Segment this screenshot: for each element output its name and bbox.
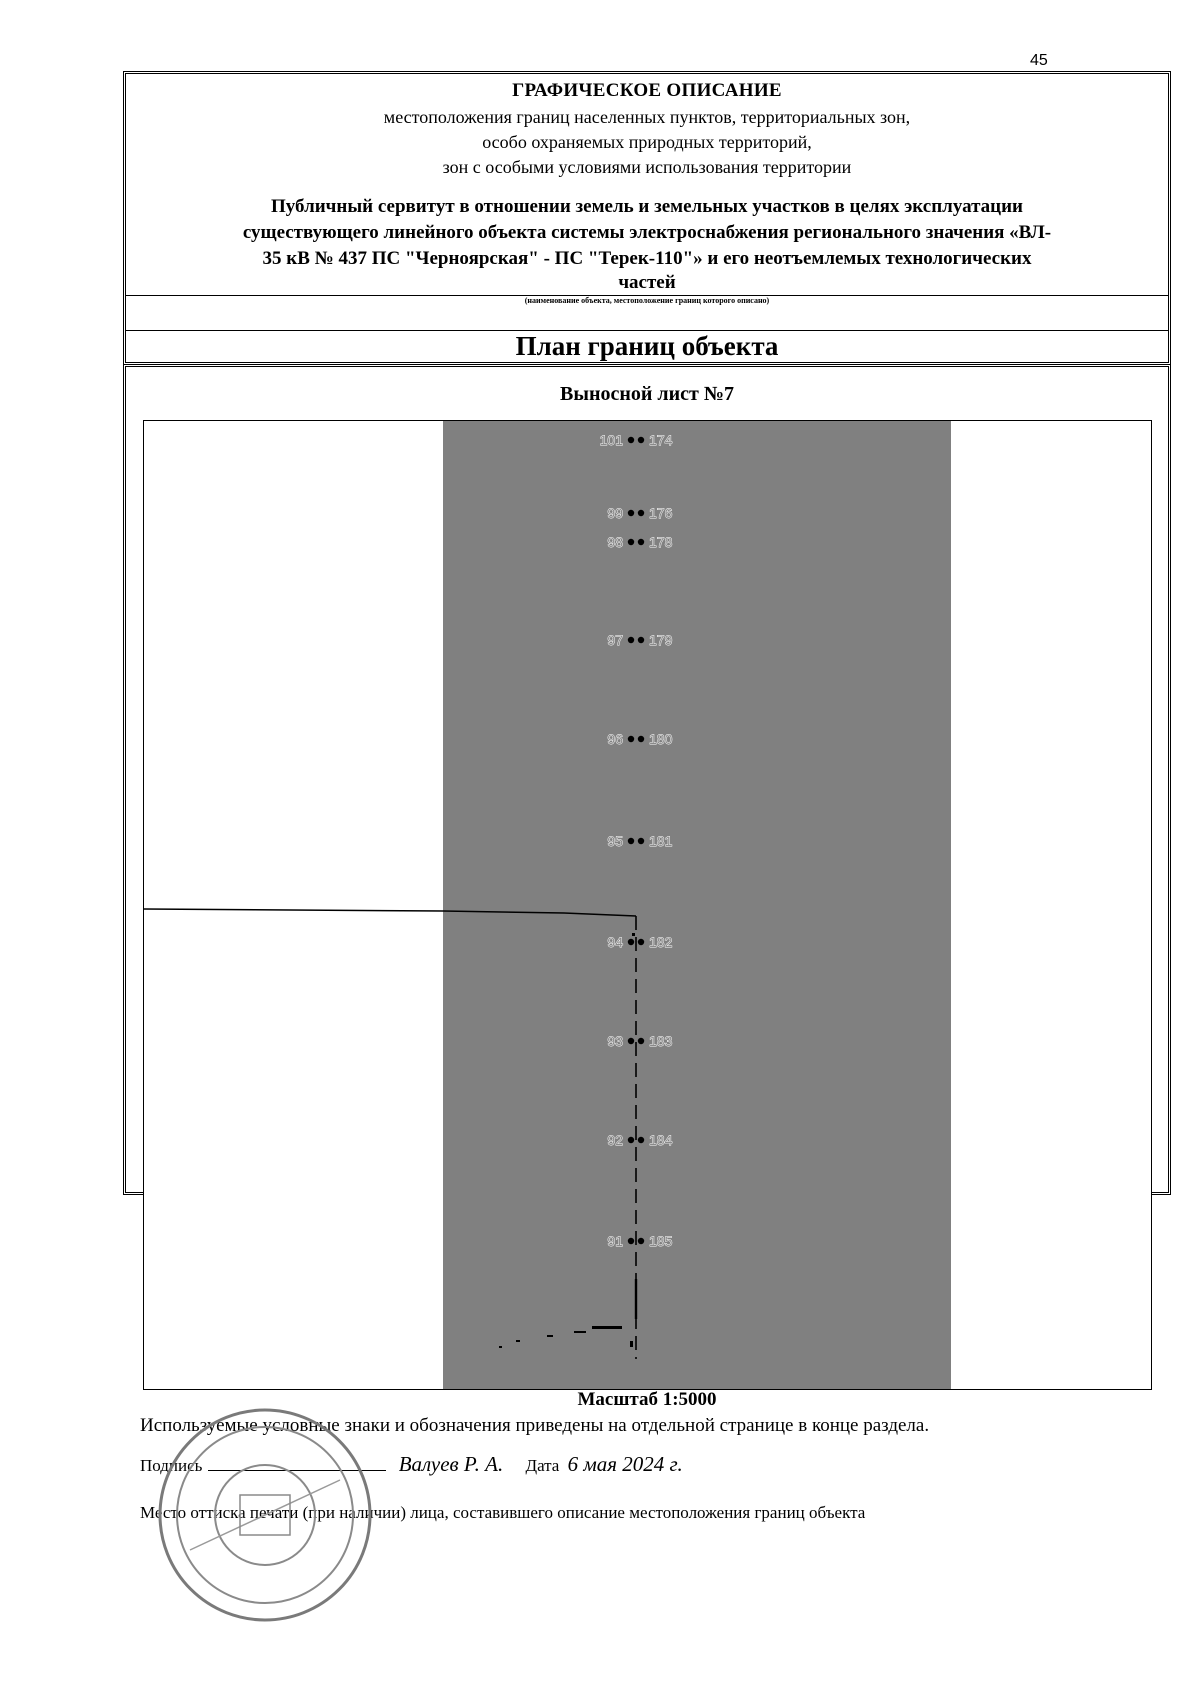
map-area — [143, 420, 1152, 1390]
boundary-point-marker — [628, 510, 634, 516]
boundary-point-label: 92 — [607, 1132, 623, 1148]
boundary-point-marker — [628, 939, 634, 945]
page-number: 45 — [1030, 52, 1048, 69]
date-label: Дата — [525, 1456, 560, 1475]
boundary-point-marker — [628, 539, 634, 545]
boundary-point-label: 176 — [649, 505, 673, 521]
map-svg — [144, 421, 1152, 1390]
boundary-point-label: 99 — [607, 505, 623, 521]
stamp-note: Место оттиска печати (при наличии) лица, составившего описание местоположения границ объекта — [140, 1503, 866, 1522]
servitude-zone — [443, 421, 951, 1390]
signature-label: Подпись — [140, 1456, 203, 1475]
boundary-point-label: 180 — [649, 731, 673, 747]
boundary-point-marker — [638, 510, 644, 516]
object-line-4: частей — [618, 272, 676, 293]
boundary-point-marker — [628, 1137, 634, 1143]
document-title: ГРАФИЧЕСКОЕ ОПИСАНИЕ — [512, 80, 782, 101]
boundary-point-label: 185 — [649, 1233, 673, 1249]
boundary-point-marker — [638, 939, 644, 945]
boundary-point-label: 98 — [607, 534, 623, 550]
signer-name: Валуев Р. А. — [398, 1452, 504, 1476]
boundary-point-label: 174 — [649, 432, 673, 448]
boundary-point-label: 101 — [599, 432, 623, 448]
boundary-point-label: 95 — [607, 833, 623, 849]
boundary-point-marker — [638, 1038, 644, 1044]
boundary-point-marker — [638, 437, 644, 443]
object-line-3: 35 кВ № 437 ПС "Черноярская" - ПС "Терек-110"» и его неотъемлемых технологических — [262, 248, 1032, 269]
boundary-point-label: 184 — [649, 1132, 673, 1148]
date-value: 6 мая 2024 г. — [567, 1452, 683, 1476]
subtitle-line-2: особо охраняемых природных территорий, — [482, 132, 812, 152]
boundary-point-label: 181 — [649, 833, 673, 849]
boundary-point-marker — [628, 637, 634, 643]
boundary-point-label: 91 — [607, 1233, 623, 1249]
boundary-point-marker — [638, 1238, 644, 1244]
boundary-point-label: 179 — [649, 632, 673, 648]
boundary-point-label: 183 — [649, 1033, 673, 1049]
boundary-point-label: 96 — [607, 731, 623, 747]
boundary-point-marker — [638, 736, 644, 742]
boundary-point-marker — [628, 838, 634, 844]
boundary-point-marker — [638, 838, 644, 844]
boundary-point-marker — [638, 637, 644, 643]
boundary-point-marker — [628, 1038, 634, 1044]
boundary-point-marker — [638, 1137, 644, 1143]
object-line-1: Публичный сервитут в отношении земель и земельных участков в целях эксплуатации — [271, 196, 1023, 217]
boundary-point-label: 182 — [649, 934, 673, 950]
legend-note: Используемые условные знаки и обозначения приведены на отдельной странице в конце раздела. — [140, 1415, 930, 1436]
boundary-point-label: 94 — [607, 934, 623, 950]
boundary-point-marker — [628, 437, 634, 443]
boundary-point-label: 93 — [607, 1033, 623, 1049]
map-scale: Масштаб 1:5000 — [577, 1389, 717, 1410]
boundary-point-marker — [638, 539, 644, 545]
header-frame — [123, 71, 1171, 365]
subtitle-line-1: местоположения границ населенных пунктов, территориальных зон, — [383, 107, 911, 127]
boundary-point-label: 97 — [607, 632, 623, 648]
object-line-2: существующего линейного объекта системы электроснабжения регионального значения «ВЛ- — [242, 222, 1052, 243]
plan-title: План границ объекта — [515, 331, 779, 361]
sheet-title: Выносной лист №7 — [560, 383, 734, 405]
body-frame — [123, 364, 1171, 1522]
subtitle-line-3: зон с особыми условиями использования территории — [442, 157, 852, 177]
boundary-point-label: 178 — [649, 534, 673, 550]
seal-stamp — [150, 1400, 380, 1630]
boundary-point-marker — [628, 736, 634, 742]
object-caption: (наименование объекта, местоположение границ которого описано) — [524, 296, 770, 305]
boundary-point-marker — [628, 1238, 634, 1244]
